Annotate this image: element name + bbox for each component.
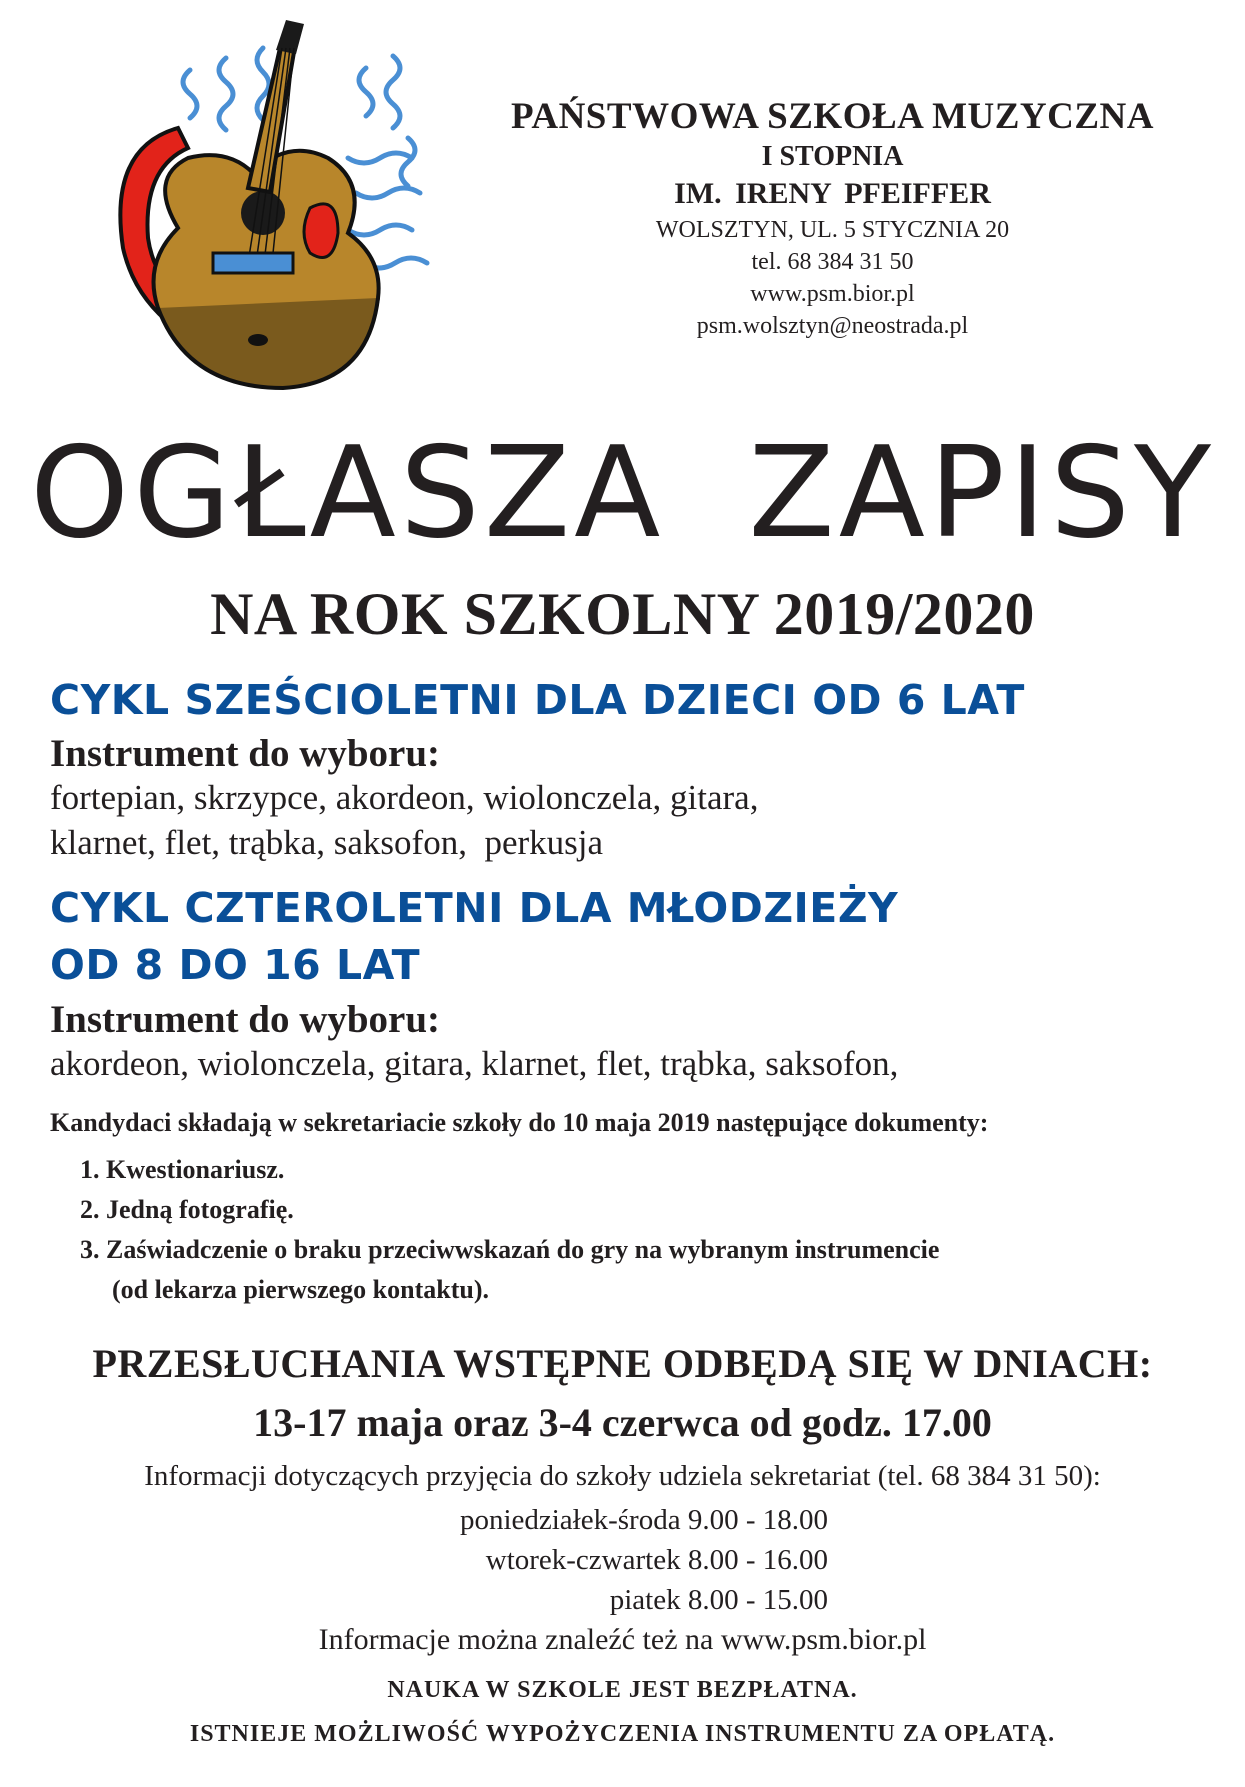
school-degree: I STOPNIA xyxy=(761,141,904,172)
cycle-four-year-title-line1: CYKL CZTEROLETNI DLA MŁODZIEŻY xyxy=(50,884,899,932)
cycle-four-year-title-line2: OD 8 DO 16 LAT xyxy=(50,941,421,989)
more-info: Informacje można znaleźć też na www.psm.bior.pl xyxy=(318,1623,927,1656)
opening-hours xyxy=(0,1500,828,1620)
auditions-heading: PRZESŁUCHANIA WSTĘPNE ODBĘDĄ SIĘ W DNIACH: xyxy=(92,1341,1153,1386)
auditions-dates: 13-17 maja oraz 3-4 czerwca od godz. 17.00 xyxy=(253,1400,992,1445)
cycle-six-year-instruments-line2: klarnet, flet, trąbka, saksofon, perkusja xyxy=(50,823,604,862)
note-instrument-rental: ISTNIEJE MOŻLIWOŚĆ WYPOŻYCZENIA INSTRUMENTU ZA OPŁATĄ. xyxy=(189,1721,1056,1747)
school-email: psm.wolsztyn@neostrada.pl xyxy=(696,313,969,339)
document-item: 1. Kwestionariusz. xyxy=(80,1155,285,1184)
hours-row: wtorek-czwartek 8.00 - 16.00 xyxy=(485,1544,828,1576)
hours-row: piatek 8.00 - 15.00 xyxy=(609,1584,828,1616)
logo xyxy=(48,8,458,408)
school-phone: tel. 68 384 31 50 xyxy=(751,249,914,275)
subheadline: NA ROK SZKOLNY 2019/2020 xyxy=(210,581,1035,647)
secretariat-info: Informacji dotyczących przyjęcia do szkoły udziela sekretariat (tel. 68 384 31 50): xyxy=(144,1460,1101,1492)
school-name: PAŃSTWOWA SZKOŁA MUZYCZNA xyxy=(511,96,1154,137)
candidates-intro: Kandydaci składają w sekretariacie szkoły do 10 maja 2019 następujące dokumenty: xyxy=(50,1108,989,1137)
hours-row: poniedziałek-środa 9.00 - 18.00 xyxy=(459,1504,828,1536)
document-item-continuation: (od lekarza pierwszego kontaktu). xyxy=(112,1275,489,1304)
guitar-icon xyxy=(48,8,458,408)
documents-list xyxy=(80,1150,939,1310)
document-item: 3. Zaświadczenie o braku przeciwwskazań do gry na wybranym instrumencie xyxy=(80,1235,940,1264)
note-free-tuition: NAUKA W SZKOLE JEST BEZPŁATNA. xyxy=(387,1677,858,1703)
cycle-six-year-title: CYKL SZEŚCIOLETNI DLA DZIECI OD 6 LAT xyxy=(50,676,1025,724)
cycle-six-year-instruments-line1: fortepian, skrzypce, akordeon, wiolonczela, gitara, xyxy=(50,778,759,817)
cycle-four-year-instrument-heading: Instrument do wyboru: xyxy=(50,998,441,1041)
school-website: www.psm.bior.pl xyxy=(750,281,915,307)
school-patron: IM. IRENY PFEIFFER xyxy=(674,177,991,210)
document-item: 2. Jedną fotografię. xyxy=(80,1195,294,1224)
cycle-six-year-instrument-heading: Instrument do wyboru: xyxy=(50,732,441,775)
cycle-four-year-instruments: akordeon, wiolonczela, gitara, klarnet, flet, trąbka, saksofon, xyxy=(50,1044,899,1083)
school-header xyxy=(470,98,1195,346)
school-address: WOLSZTYN, UL. 5 STYCZNIA 20 xyxy=(655,217,1010,243)
headline: OGŁASZA ZAPISY xyxy=(30,419,1215,566)
